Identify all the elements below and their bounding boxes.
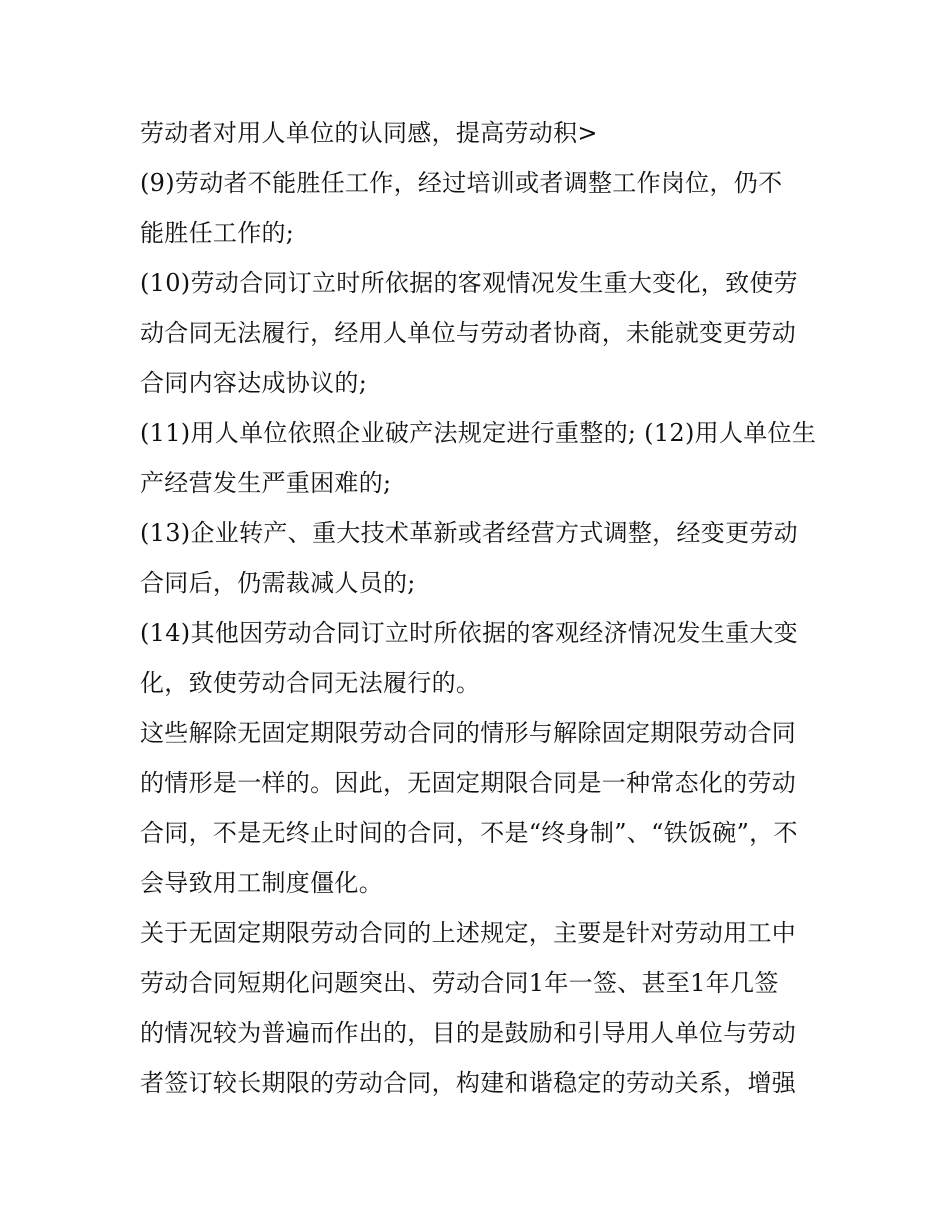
text-line: 劳动合同短期化问题突出、劳动合同1年一签、甚至1年几签 <box>140 969 779 997</box>
text-line: 这些解除无固定期限劳动合同的情形与解除固定期限劳动合同 <box>140 719 797 747</box>
text-line: 合同内容达成协议的; <box>140 369 368 397</box>
document-body <box>140 108 820 1108</box>
text-line: (11)用人单位依照企业破产法规定进行重整的; (12)用人单位生 <box>140 419 817 447</box>
text-line: 合同后，仍需裁减人员的; <box>140 569 416 597</box>
text-line: 关于无固定期限劳动合同的上述规定，主要是针对劳动用工中 <box>140 919 797 947</box>
text-line: 动合同无法履行，经用人单位与劳动者协商，未能就变更劳动 <box>140 319 797 347</box>
text-line: 产经营发生严重困难的; <box>140 469 392 497</box>
text-line: 化，致使劳动合同无法履行的。 <box>140 669 481 697</box>
text-line: (10)劳动合同订立时所依据的客观情况发生重大变化，致使劳 <box>140 269 798 297</box>
text-line: 者签订较长期限的劳动合同，构建和谐稳定的劳动关系，增强 <box>140 1069 797 1097</box>
text-line: 的情况较为普遍而作出的，目的是鼓励和引导用人单位与劳动 <box>140 1019 797 1047</box>
text-line: 能胜任工作的; <box>140 219 295 247</box>
text-line: 合同，不是无终止时间的合同，不是“终身制”、“铁饭碗”，不 <box>140 819 798 847</box>
text-line: 劳动者对用人单位的认同感，提高劳动积> <box>140 119 598 147</box>
text-line: (14)其他因劳动合同订立时所依据的客观经济情况发生重大变 <box>140 619 798 647</box>
text-line: 的情形是一样的。因此，无固定期限合同是一种常态化的劳动 <box>140 769 797 797</box>
text-line: 会导致用工制度僵化。 <box>140 869 383 897</box>
text-line: (9)劳动者不能胜任工作，经过培训或者调整工作岗位，仍不 <box>140 169 783 197</box>
text-line: (13)企业转产、重大技术革新或者经营方式调整，经变更劳动 <box>140 519 798 547</box>
